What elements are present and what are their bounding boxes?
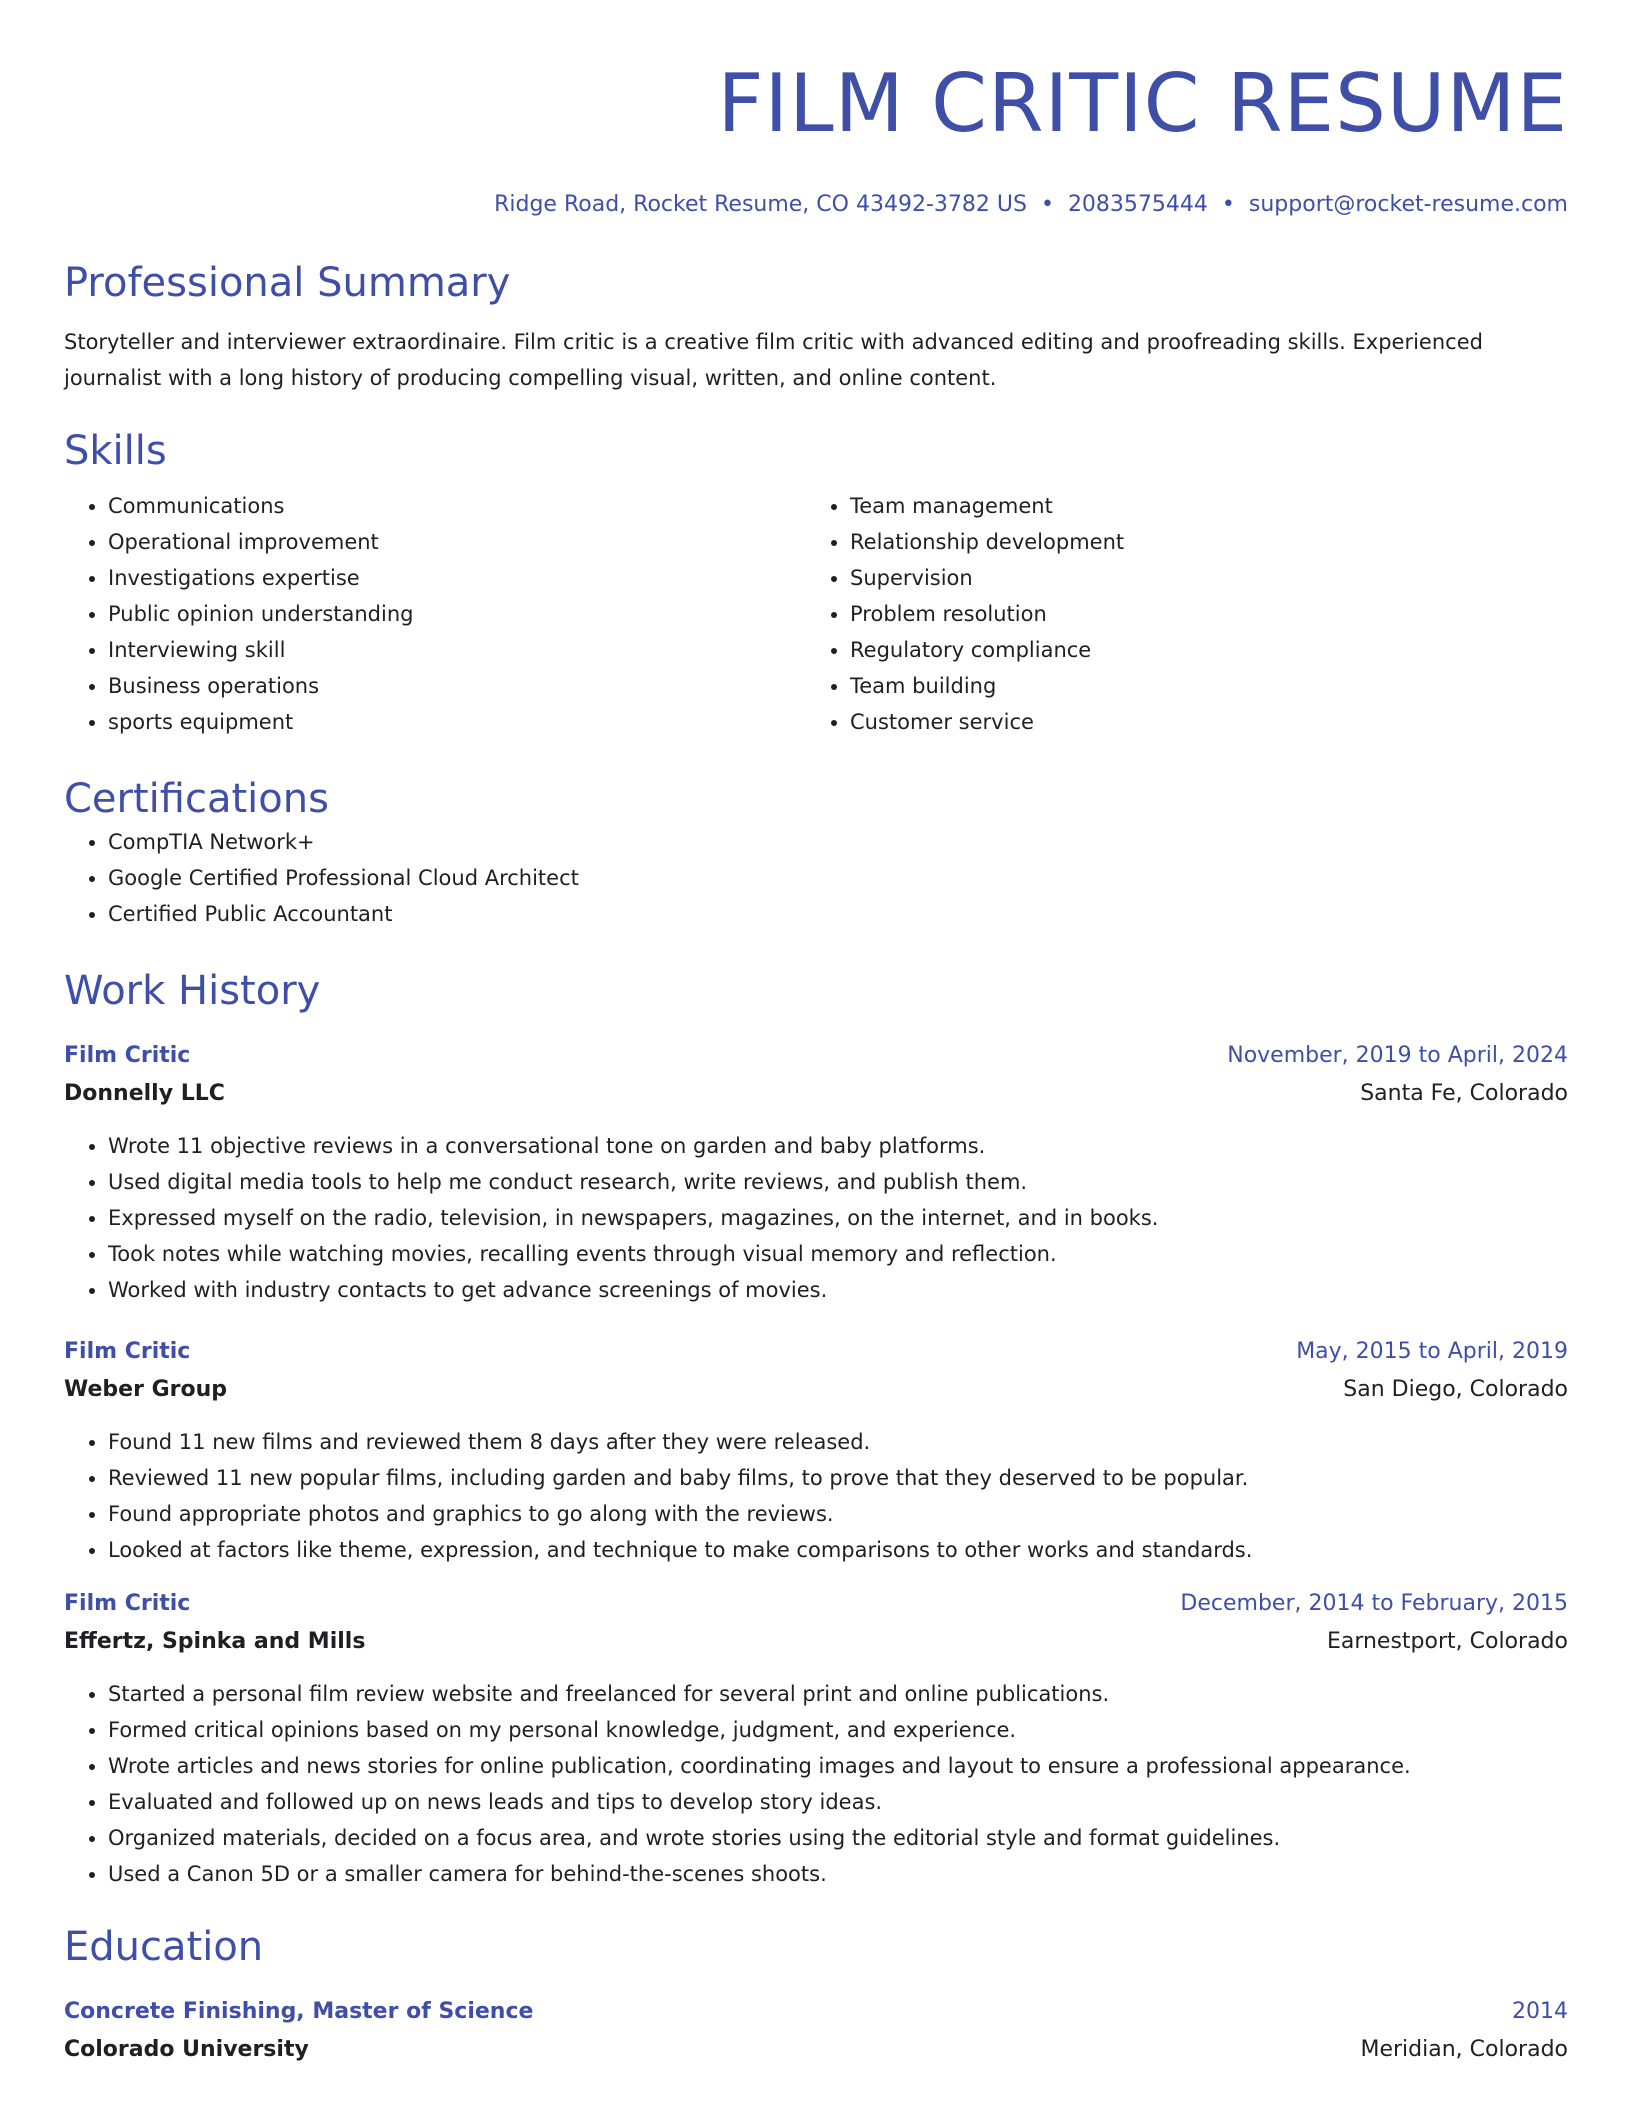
contact-separator: • <box>1221 192 1235 217</box>
section-title-work-history: Work History <box>64 968 321 1014</box>
job-entry <box>64 1334 1568 1568</box>
contact-address: Ridge Road, Rocket Resume, CO 43492-3782 US <box>494 192 1027 217</box>
job-company-row <box>64 1074 1568 1114</box>
contact-separator: • <box>1040 192 1054 217</box>
job-header-row <box>64 1586 1568 1622</box>
job-bullets <box>64 1424 1568 1568</box>
job-entry <box>64 1586 1568 1892</box>
job-bullet: • Worked with industry contacts to get advance screenings of movies. <box>108 1272 1568 1308</box>
job-bullet: • Found appropriate photos and graphics to go along with the reviews. <box>108 1496 1568 1532</box>
skill-item: • Regulatory compliance <box>850 632 1548 668</box>
certifications-list <box>64 824 1568 932</box>
education-entry <box>64 1994 1568 2070</box>
job-bullet: • Expressed myself on the radio, television, in newspapers, magazines, on the internet, and in books. <box>108 1200 1568 1236</box>
section-title-summary: Professional Summary <box>64 260 511 306</box>
job-bullet: • Used digital media tools to help me conduct research, write reviews, and publish them. <box>108 1164 1568 1200</box>
job-bullet: • Wrote articles and news stories for online publication, coordinating images and layout to ensure a professional appearance. <box>108 1748 1568 1784</box>
skills-column-left <box>64 488 806 740</box>
job-dates: November, 2019 to April, 2024 <box>1227 1043 1568 1068</box>
skill-item: • Communications <box>108 488 806 524</box>
skill-item: • Investigations expertise <box>108 560 806 596</box>
job-bullet: • Took notes while watching movies, recalling events through visual memory and reflection. <box>108 1236 1568 1272</box>
contact-line <box>64 190 1568 220</box>
job-bullets <box>64 1676 1568 1892</box>
skill-item: • Operational improvement <box>108 524 806 560</box>
job-dates: December, 2014 to February, 2015 <box>1180 1591 1568 1616</box>
job-company-row <box>64 1370 1568 1410</box>
job-company: Effertz, Spinka and Mills <box>64 1629 366 1654</box>
contact-phone: 2083575444 <box>1067 192 1208 217</box>
job-company-row <box>64 1622 1568 1662</box>
job-company: Weber Group <box>64 1377 228 1402</box>
job-entry <box>64 1038 1568 1308</box>
certification-item: • Certified Public Accountant <box>108 896 1568 932</box>
job-location: San Diego, Colorado <box>1343 1377 1568 1402</box>
job-company: Donnelly LLC <box>64 1081 225 1106</box>
skill-item: • Public opinion understanding <box>108 596 806 632</box>
skill-item: • Problem resolution <box>850 596 1548 632</box>
job-bullet: • Used a Canon 5D or a smaller camera for behind-the-scenes shoots. <box>108 1856 1568 1892</box>
job-header-row <box>64 1038 1568 1074</box>
job-bullet: • Looked at factors like theme, expression, and technique to make comparisons to other works and standards. <box>108 1532 1568 1568</box>
certification-item: • CompTIA Network+ <box>108 824 1568 860</box>
education-year: 2014 <box>1512 1999 1568 2024</box>
skill-item: • Team building <box>850 668 1548 704</box>
certification-item: • Google Certified Professional Cloud Architect <box>108 860 1568 896</box>
contact-email[interactable]: support@rocket-resume.com <box>1248 192 1568 217</box>
skill-item: • Supervision <box>850 560 1548 596</box>
education-header-row <box>64 1994 1568 2030</box>
skills-column-right <box>806 488 1548 740</box>
skills-list-left <box>64 488 806 740</box>
skill-item: • Business operations <box>108 668 806 704</box>
section-title-skills: Skills <box>64 428 167 474</box>
job-dates: May, 2015 to April, 2019 <box>1296 1339 1568 1364</box>
section-title-education: Education <box>64 1924 264 1970</box>
education-school-row <box>64 2030 1568 2070</box>
summary-text: Storyteller and interviewer extraordinaire. Film critic is a creative film critic with advanced editing and proofreading skills. Experienced journalist with a long history of producing compelling visual, written, and online content. <box>64 330 1483 390</box>
job-title: Film Critic <box>64 1591 191 1616</box>
job-location: Earnestport, Colorado <box>1326 1629 1568 1654</box>
skill-item: • Interviewing skill <box>108 632 806 668</box>
job-bullet: • Formed critical opinions based on my personal knowledge, judgment, and experience. <box>108 1712 1568 1748</box>
skills-grid <box>64 488 1568 740</box>
job-bullet: • Found 11 new films and reviewed them 8 days after they were released. <box>108 1424 1568 1460</box>
job-bullet: • Organized materials, decided on a focus area, and wrote stories using the editorial style and format guidelines. <box>108 1820 1568 1856</box>
section-title-certifications: Certifications <box>64 776 329 822</box>
education-degree: Concrete Finishing, Master of Science <box>64 1999 534 2024</box>
job-title: Film Critic <box>64 1043 191 1068</box>
skills-list-right <box>806 488 1548 740</box>
job-bullet: • Evaluated and followed up on news leads and tips to develop story ideas. <box>108 1784 1568 1820</box>
job-title: Film Critic <box>64 1339 191 1364</box>
resume-name: FILM CRITIC RESUME <box>717 57 1568 150</box>
education-location: Meridian, Colorado <box>1360 2037 1568 2062</box>
job-bullets <box>64 1128 1568 1308</box>
skill-item: • Relationship development <box>850 524 1548 560</box>
job-location: Santa Fe, Colorado <box>1360 1081 1568 1106</box>
skill-item: • Team management <box>850 488 1548 524</box>
education-school: Colorado University <box>64 2037 309 2062</box>
job-bullet: • Wrote 11 objective reviews in a conversational tone on garden and baby platforms. <box>108 1128 1568 1164</box>
skill-item: • sports equipment <box>108 704 806 740</box>
skill-item: • Customer service <box>850 704 1548 740</box>
job-header-row <box>64 1334 1568 1370</box>
job-bullet: • Reviewed 11 new popular films, including garden and baby films, to prove that they deserved to be popular. <box>108 1460 1568 1496</box>
job-bullet: • Started a personal film review website and freelanced for several print and online publications. <box>108 1676 1568 1712</box>
